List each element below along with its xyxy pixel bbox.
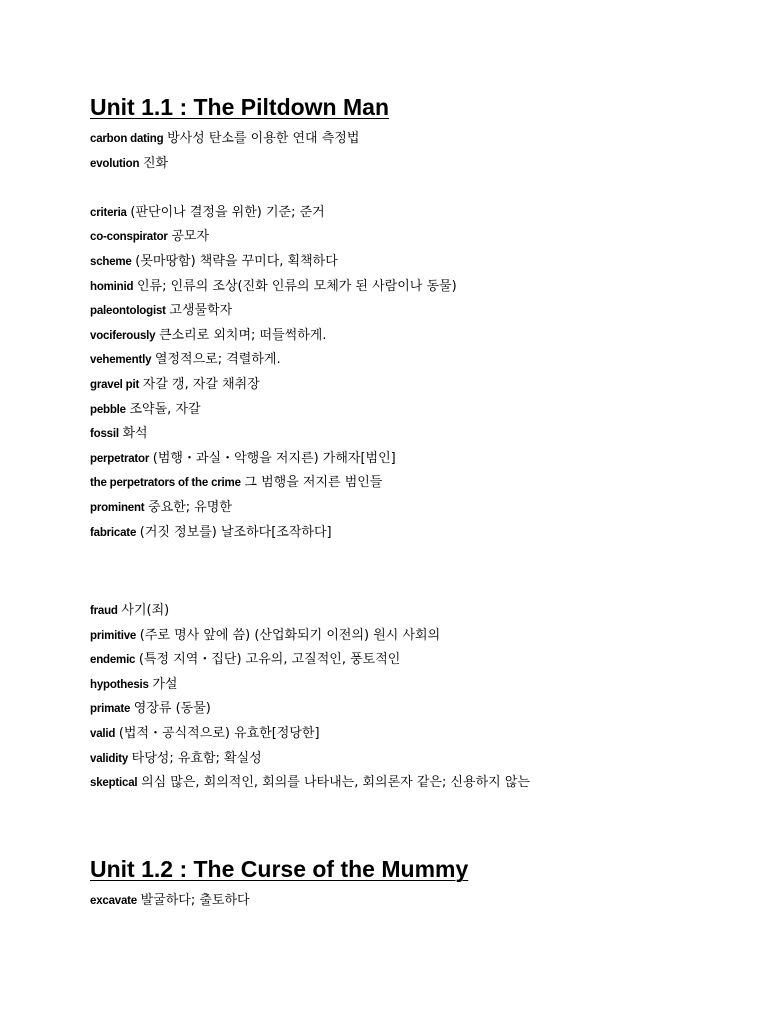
- vocab-entry: [90, 746, 730, 771]
- vocab-term: criteria: [90, 206, 127, 219]
- vocab-definition: 열정적으로; 격렬하게.: [154, 352, 281, 368]
- vocab-term: hominid: [90, 280, 134, 293]
- vocab-term: hypothesis: [90, 678, 149, 691]
- vocab-term: prominent: [90, 501, 145, 514]
- vocab-list: [90, 200, 730, 544]
- vocab-term: fossil: [90, 428, 119, 441]
- vocab-entry: [90, 224, 730, 249]
- unit-section: [90, 93, 730, 795]
- vocab-term: endemic: [90, 654, 136, 667]
- vocab-term: fraud: [90, 605, 118, 618]
- vocab-entry: [90, 126, 730, 151]
- vocab-entry: [90, 151, 730, 176]
- vocab-entry: [90, 696, 730, 721]
- vocab-definition: 고생물학자: [169, 303, 233, 319]
- vocab-definition: 방사성 탄소를 이용한 연대 측정법: [167, 131, 360, 146]
- vocab-entry: [90, 397, 730, 422]
- vocab-definition: (법적・공식적으로) 유효한[정당한]: [118, 726, 320, 742]
- vocab-entry: [90, 598, 730, 623]
- vocab-entry: [90, 249, 730, 274]
- vocab-entry: [90, 647, 730, 672]
- vocab-definition: 공모자: [171, 229, 210, 245]
- vocab-entry: [90, 372, 730, 397]
- vocab-term: gravel pit: [90, 378, 140, 391]
- vocab-entry: [90, 421, 730, 446]
- vocab-entry: [90, 298, 730, 323]
- vocab-list: [90, 598, 730, 795]
- vocab-definition: (판단이나 결정을 위한) 기준; 준거: [130, 204, 325, 220]
- vocab-term: valid: [90, 728, 116, 741]
- unit-heading: Unit 1.2 : The Curse of the Mummy: [90, 856, 469, 882]
- vocab-term: vociferously: [90, 329, 156, 342]
- vocab-term: vehemently: [90, 354, 152, 367]
- vocab-definition: 타당성; 유효함; 확실성: [131, 750, 262, 766]
- vocab-entry: [90, 770, 730, 795]
- vocab-term: primate: [90, 703, 131, 716]
- vocab-definition: (거짓 정보를) 날조하다[조작하다]: [139, 524, 332, 540]
- vocab-definition: (못마땅함) 책략을 꾸미다, 획책하다: [135, 253, 338, 269]
- vocab-term: perpetrator: [90, 452, 150, 465]
- vocab-entry: [90, 323, 730, 348]
- vocab-definition: (주로 명사 앞에 씀) (산업화되기 이전의) 원시 사회의: [139, 627, 441, 643]
- vocab-entry: [90, 672, 730, 697]
- vocab-definition: 가설: [152, 676, 178, 692]
- unit-heading: Unit 1.1 : The Piltdown Man: [90, 94, 389, 120]
- vocab-definition: 사기(죄): [121, 603, 170, 619]
- vocab-entry: [90, 347, 730, 372]
- vocab-definition: 그 범행을 저지른 범인들: [244, 475, 383, 491]
- vocab-term: carbon dating: [90, 133, 164, 145]
- vocab-definition: 발굴하다; 출토하다: [140, 893, 250, 908]
- vocab-entry: [90, 495, 730, 520]
- vocab-definition: 큰소리로 외치며; 떠들썩하게.: [158, 327, 327, 343]
- vocab-definition: 진화: [142, 155, 169, 171]
- vocab-definition: 인류; 인류의 조상(진화 인류의 모체가 된 사람이나 동물): [136, 278, 457, 294]
- vocab-definition: 의심 많은, 회의적인, 회의를 나타내는, 회의론자 같은; 신용하지 않는: [141, 775, 530, 791]
- vocab-term: skeptical: [90, 777, 138, 790]
- vocab-term: pebble: [90, 403, 126, 416]
- vocab-definition: 화석: [122, 426, 148, 442]
- vocab-term: the perpetrators of the crime: [90, 477, 241, 490]
- unit-section: [90, 855, 730, 913]
- vocab-term: excavate: [90, 895, 137, 907]
- vocab-entry: [90, 274, 730, 299]
- vocab-list: [90, 888, 730, 913]
- vocab-list: [90, 126, 730, 175]
- vocab-definition: 중요한; 유명한: [148, 499, 232, 515]
- vocab-term: primitive: [90, 629, 137, 642]
- vocab-definition: (범행・과실・악행을 저지른) 가해자[범인]: [152, 450, 396, 466]
- vocab-term: paleontologist: [90, 305, 166, 318]
- vocab-entry: [90, 721, 730, 746]
- vocab-entry: [90, 446, 730, 471]
- vocab-term: evolution: [90, 157, 140, 170]
- vocab-term: scheme: [90, 255, 132, 268]
- vocab-entry: [90, 888, 730, 913]
- vocab-definition: (특정 지역・집단) 고유의, 고질적인, 풍토적인: [138, 652, 401, 668]
- blank-line: [90, 544, 730, 598]
- vocab-entry: [90, 520, 730, 545]
- vocab-term: validity: [90, 752, 129, 765]
- vocab-term: co-conspirator: [90, 231, 168, 244]
- vocab-term: fabricate: [90, 526, 137, 539]
- blank-line: [90, 175, 730, 200]
- vocab-entry: [90, 470, 730, 495]
- vocab-definition: 자갈 갱, 자갈 채취장: [142, 376, 260, 392]
- vocab-entry: [90, 623, 730, 648]
- vocab-definition: 조약돌, 자갈: [129, 401, 201, 417]
- vocab-entry: [90, 200, 730, 225]
- vocab-definition: 영장류 (동물): [133, 701, 211, 717]
